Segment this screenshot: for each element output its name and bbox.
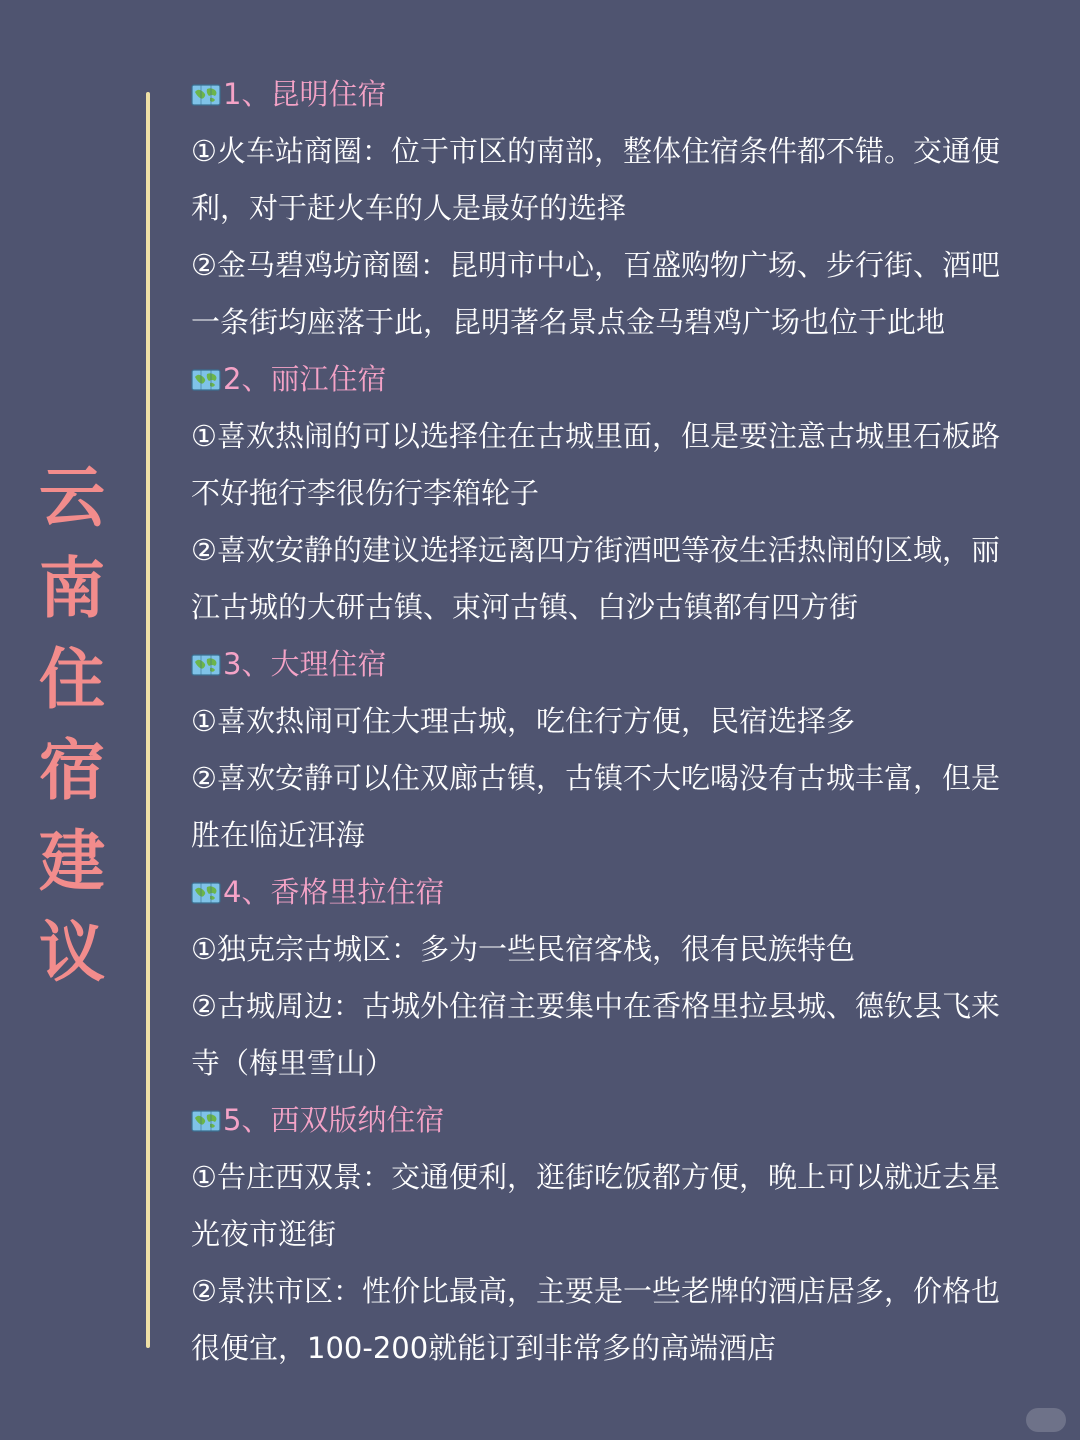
section-heading-text: 2、丽江住宿 [223, 362, 387, 396]
side-title-char: 云 [39, 459, 105, 536]
section-shangri-la [191, 864, 1027, 1092]
section-xishuangbanna [191, 1092, 1027, 1377]
list-item: ①喜欢热闹的可以选择住在古城里面，但是要注意古城里石板路不好拖行李很伤行李箱轮子 [191, 419, 1000, 510]
world-map-icon [191, 84, 221, 106]
section-heading-text: 1、昆明住宿 [223, 77, 387, 111]
section-heading [191, 1092, 1027, 1149]
section-kunming [191, 66, 1027, 351]
side-title-char: 宿 [39, 732, 105, 809]
section-dali [191, 636, 1027, 864]
content-column [191, 66, 1027, 1377]
list-item: ②景洪市区：性价比最高，主要是一些老牌的酒店居多，价格也很便宜，100-200就能订到非常多的高端酒店 [191, 1274, 1000, 1365]
section-heading-text: 5、西双版纳住宿 [223, 1103, 445, 1137]
list-item: ①喜欢热闹可住大理古城，吃住行方便，民宿选择多 [191, 704, 855, 738]
section-lijiang [191, 351, 1027, 636]
world-map-icon [191, 882, 221, 904]
section-heading [191, 636, 1027, 693]
list-item: ②喜欢安静的建议选择远离四方街酒吧等夜生活热闹的区域，丽江古城的大研古镇、束河古镇、白沙古镇都有四方街 [191, 533, 1000, 624]
side-title [32, 452, 112, 998]
list-item: ②喜欢安静可以住双廊古镇，古镇不大吃喝没有古城丰富，但是胜在临近洱海 [191, 761, 1000, 852]
list-item: ②古城周边：古城外住宿主要集中在香格里拉县城、德钦县飞来寺（梅里雪山） [191, 989, 1000, 1080]
side-title-char: 住 [39, 641, 105, 718]
section-heading [191, 66, 1027, 123]
vertical-divider [146, 92, 150, 1348]
list-item: ①火车站商圈：位于市区的南部，整体住宿条件都不错。交通便利，对于赶火车的人是最好的选择 [191, 134, 1000, 225]
side-title-char: 南 [39, 550, 105, 627]
section-heading-text: 3、大理住宿 [223, 647, 387, 681]
list-item: ①告庄西双景：交通便利，逛街吃饭都方便，晚上可以就近去星光夜市逛街 [191, 1160, 1000, 1251]
section-heading-text: 4、香格里拉住宿 [223, 875, 445, 909]
section-heading [191, 864, 1027, 921]
side-title-char: 建 [39, 823, 105, 900]
list-item: ①独克宗古城区：多为一些民宿客栈，很有民族特色 [191, 932, 855, 966]
side-title-char: 议 [39, 914, 105, 991]
list-item: ②金马碧鸡坊商圈：昆明市中心，百盛购物广场、步行街、酒吧一条街均座落于此，昆明著名景点金马碧鸡广场也位于此地 [191, 248, 1000, 339]
world-map-icon [191, 654, 221, 676]
watermark-logo [1026, 1408, 1066, 1432]
world-map-icon [191, 369, 221, 391]
section-heading [191, 351, 1027, 408]
world-map-icon [191, 1110, 221, 1132]
